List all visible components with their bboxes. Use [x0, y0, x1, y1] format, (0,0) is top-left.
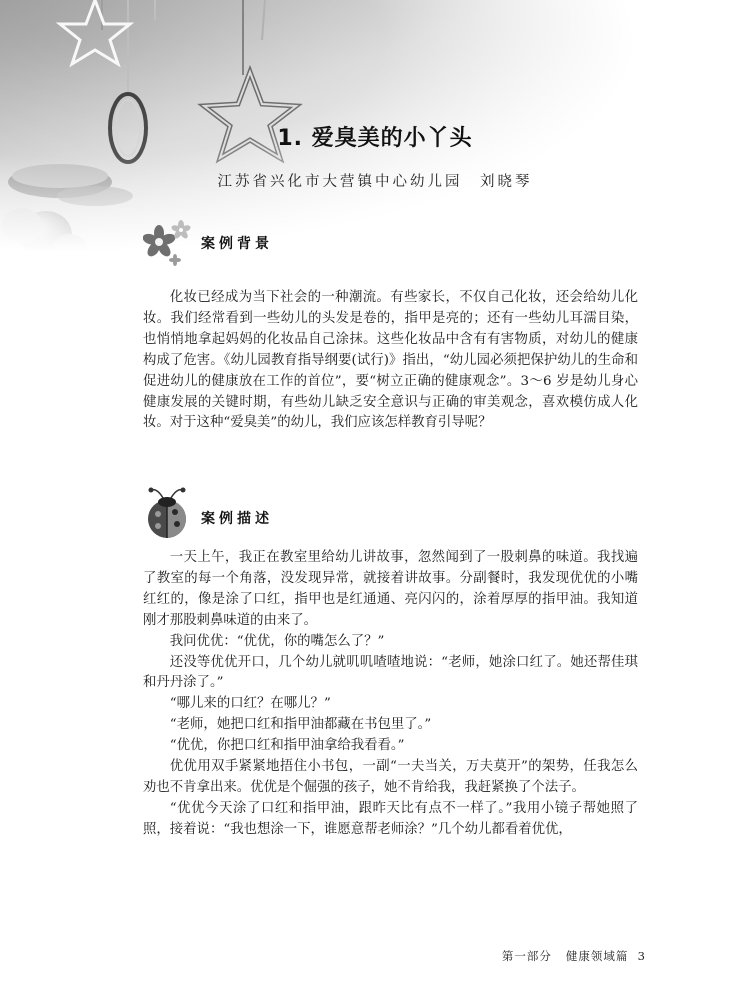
page-footer — [502, 948, 646, 964]
paragraph: 还没等优优开口，几个幼儿就叽叽喳喳地说：“老师，她涂口红了。她还帮佳琪和丹丹涂了。” — [143, 654, 638, 691]
paragraph: “老师，她把口红和指甲油都藏在书包里了。” — [169, 717, 432, 733]
page-number: 3 — [637, 949, 646, 963]
paragraph: 一天上午，我正在教室里给幼儿讲故事，忽然闻到了一股刺鼻的味道。我找遍了教室的每一个角落，没发现异常，就接着讲故事。分副餐时，我发现优优的小嘴红红的，像是涂了口红，指甲也是红通通、亮闪闪的，涂着厚厚的指甲油。我知道刚才那股刺鼻味道的由来了。 — [143, 550, 638, 628]
section-title-description: 案例描述 — [201, 511, 273, 527]
section-background-body — [143, 288, 638, 434]
paragraph: “优优今天涂了口红和指甲油，跟昨天比有点不一样了。”我用小镜子帮她照了照，接着说：“我也想涂一下，谁愿意帮老师涂？”几个幼儿都看着优优， — [143, 800, 638, 837]
footer-chapter: 健康领域篇 — [565, 949, 629, 963]
paragraph: 我问优优：“优优，你的嘴怎么了？” — [169, 633, 385, 649]
paragraph: “哪儿来的口红？在哪儿？” — [169, 696, 331, 712]
flower-icon — [143, 220, 199, 268]
author-line: 江苏省兴化市大营镇中心幼儿园 刘晓琴 — [217, 174, 533, 190]
paragraph: “优优，你把口红和指甲油拿给我看看。” — [169, 738, 405, 754]
page-title: 1. 爱臭美的小丫头 — [277, 126, 473, 151]
section-heading-description — [143, 486, 273, 546]
section-heading-background — [143, 220, 273, 272]
section-title-background: 案例背景 — [201, 236, 273, 252]
section-description-body — [143, 548, 638, 841]
ladybug-icon — [143, 486, 199, 542]
footer-part: 第一部分 — [501, 949, 552, 963]
paragraph: 优优用双手紧紧地捂住小书包，一副“一夫当关，万夫莫开”的架势，任我怎么劝也不肯拿出来。优优是个倔强的孩子，她不肯给我，我赶紧换了个法子。 — [143, 759, 638, 795]
paragraph: 化妆已经成为当下社会的一种潮流。有些家长，不仅自己化妆，还会给幼儿化妆。我们经常看到一些幼儿的头发是卷的，指甲是亮的；还有一些幼儿耳濡目染，也悄悄地拿起妈妈的化妆品自己涂抹。这些化妆品中含有有害物质，对幼儿的健康构成了危害。《幼儿园教育指导纲要(试行)》指出，“幼儿园必须把保护幼儿的生命和促进幼儿的健康放在工作的首位”，要“树立正确的健康观念”。3～6 岁是幼儿身心健康发展的关键时期，有些幼儿缺乏安全意识与正确的审美观念，喜欢模仿成人化妆。对于这种“爱臭美”的幼儿，我们应该怎样教育引导呢？ — [143, 290, 638, 431]
